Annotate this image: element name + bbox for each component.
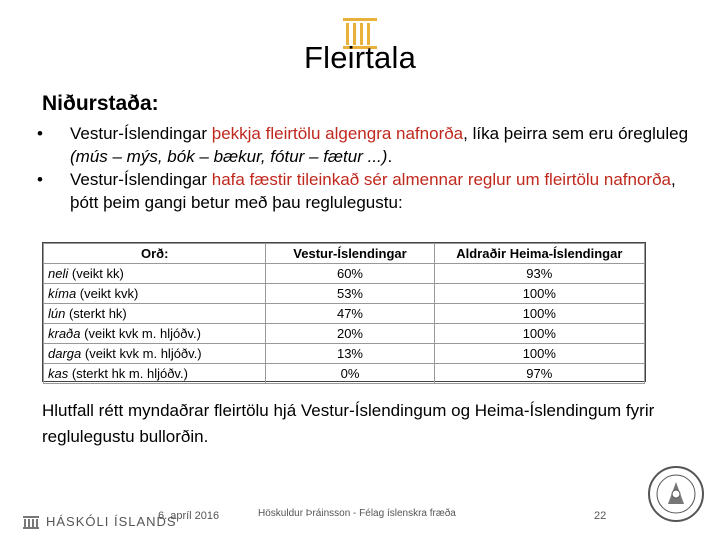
word-desc: (sterkt hk) [65,306,127,321]
west-value: 60% [266,264,434,284]
bullet-highlight: þekkja fleirtölu algengra nafnorða [211,124,464,143]
footer-university [22,514,177,529]
bullet-text: . [387,147,393,166]
column-header-west: Vestur-Íslendingar [266,244,434,264]
bullet-examples: (mús – mýs, bók – bækur, fótur – fætur ...) [70,147,388,166]
word-desc: (veikt kvk) [76,286,139,301]
results-table [42,242,646,382]
word-cell [44,324,266,344]
home-value: 100% [434,344,644,364]
bullet-marker: • [37,170,43,189]
bullet-text: , þótt þeim gangi betur með þau reglulegustu: [70,170,676,212]
table-row [44,344,645,364]
table-row [44,284,645,304]
word-cell [44,344,266,364]
table-row [44,324,645,344]
west-value: 47% [266,304,434,324]
bullet-list [30,122,690,214]
west-value: 0% [266,364,434,384]
bullet-text: Vestur-Íslendingar [70,170,212,189]
table-row [44,264,645,284]
word-desc: (veikt kvk m. hljóðv.) [81,346,202,361]
page-number: 22 [594,510,607,522]
footer-author: Höskuldur Þráinsson - Félag íslenskra fræða [258,508,456,519]
bullet-item [30,168,690,214]
word-name: kas [48,366,69,381]
word-cell [44,364,266,384]
footer-university-name: HÁSKÓLI ÍSLANDS [46,514,177,529]
word-cell [44,264,266,284]
word-name: kraða [48,326,81,341]
word-name: darga [48,346,82,361]
table-caption: Hlutfall rétt myndaðrar fleirtölu hjá Vestur-Íslendingum og Heima-Íslendingum fyrir reglulegustu bullorðin. [42,401,655,446]
word-desc: (veikt kk) [68,266,124,281]
column-header-home: Aldraðir Heima-Íslendingar [434,244,644,264]
table-row [44,364,645,384]
university-seal-icon [646,464,706,524]
word-desc: (veikt kvk m. hljóðv.) [80,326,201,341]
home-value: 93% [434,264,644,284]
slide-title: Fleirtala [303,40,417,75]
word-name: lún [48,306,66,321]
bullet-text: Vestur-Íslendingar [70,124,212,143]
west-value: 20% [266,324,434,344]
column-header-word: Orð: [44,244,266,264]
slide-subtitle: Niðurstaða: [42,92,159,115]
home-value: 97% [434,364,644,384]
west-value: 53% [266,284,434,304]
west-value: 13% [266,344,434,364]
table-header-row [44,244,645,264]
bullet-marker: • [37,124,43,143]
home-value: 100% [434,304,644,324]
university-building-icon [22,515,40,529]
word-name: kíma [48,286,77,301]
table-row [44,304,645,324]
word-desc: (sterkt hk m. hljóðv.) [68,366,188,381]
bullet-item [30,122,690,168]
home-value: 100% [434,284,644,304]
home-value: 100% [434,324,644,344]
bullet-text: , líka þeirra sem eru óregluleg [463,124,689,143]
word-name: neli [48,266,69,281]
word-cell [44,284,266,304]
bullet-highlight: hafa fæstir tileinkað sér almennar reglur um fleirtölu nafnorða [211,170,671,189]
footer-date: 6. apríl 2016 [158,510,220,522]
word-cell [44,304,266,324]
